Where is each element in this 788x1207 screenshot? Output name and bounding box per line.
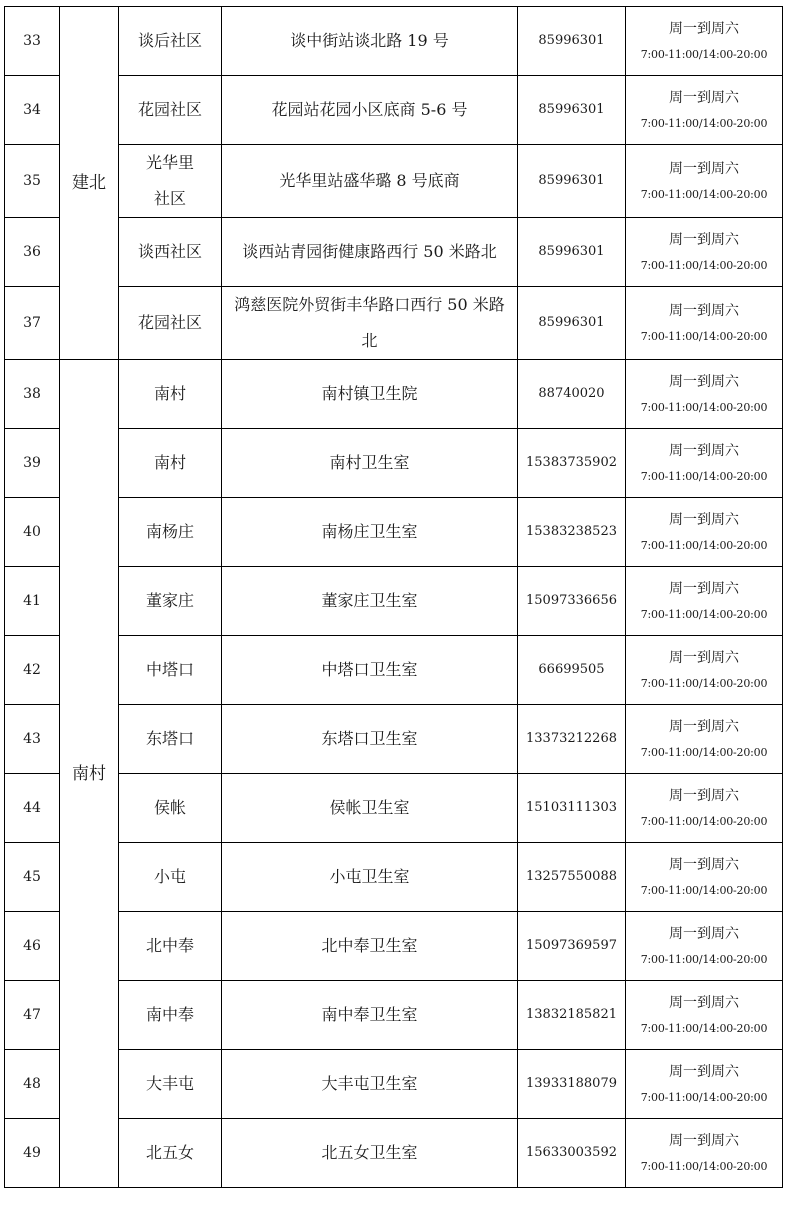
open-days: 周一到周六 [669,512,739,528]
open-days: 周一到周六 [669,90,739,106]
hours-cell [626,360,783,429]
hours-cell [626,76,783,145]
table-row [5,843,783,912]
hours-cell [626,1050,783,1119]
open-hours: 7:00-11:00/14:00-20:00 [640,1160,768,1173]
open-days: 周一到周六 [669,232,739,248]
phone-cell: 15097369597 [518,912,626,981]
open-hours: 7:00-11:00/14:00-20:00 [640,677,768,690]
address-cell: 谈西站青园街健康路西行 50 米路北 [222,218,518,287]
open-days: 周一到周六 [669,21,739,37]
row-number: 47 [5,981,60,1050]
row-number: 36 [5,218,60,287]
open-hours: 7:00-11:00/14:00-20:00 [640,330,768,343]
open-days: 周一到周六 [669,995,739,1011]
table-body [5,7,783,1188]
address-cell: 小屯卫生室 [222,843,518,912]
row-number: 33 [5,7,60,76]
address-cell: 侯帐卫生室 [222,774,518,843]
address-cell: 中塔口卫生室 [222,636,518,705]
hours-cell [626,774,783,843]
row-number: 37 [5,287,60,360]
phone-cell: 85996301 [518,145,626,218]
open-hours: 7:00-11:00/14:00-20:00 [640,539,768,552]
address-cell: 北五女卫生室 [222,1119,518,1188]
table-row [5,1119,783,1188]
phone-cell: 15383735902 [518,429,626,498]
open-hours: 7:00-11:00/14:00-20:00 [640,884,768,897]
open-hours: 7:00-11:00/14:00-20:00 [640,470,768,483]
phone-cell: 85996301 [518,76,626,145]
open-days: 周一到周六 [669,443,739,459]
table-row [5,145,783,218]
testing-sites-table [4,6,783,1188]
phone-cell: 13373212268 [518,705,626,774]
row-number: 34 [5,76,60,145]
community-cell: 南村 [119,429,222,498]
community-cell: 董家庄 [119,567,222,636]
community-cell: 花园社区 [119,287,222,360]
table-row [5,498,783,567]
community-cell: 南中奉 [119,981,222,1050]
open-days: 周一到周六 [669,1064,739,1080]
address-cell: 南中奉卫生室 [222,981,518,1050]
table-row [5,912,783,981]
row-number: 43 [5,705,60,774]
address-cell: 南村卫生室 [222,429,518,498]
open-days: 周一到周六 [669,581,739,597]
community-cell: 大丰屯 [119,1050,222,1119]
community-cell: 小屯 [119,843,222,912]
table-row [5,218,783,287]
community-cell: 南杨庄 [119,498,222,567]
phone-cell: 15383238523 [518,498,626,567]
open-days: 周一到周六 [669,303,739,319]
table-row [5,76,783,145]
address-cell: 南村镇卫生院 [222,360,518,429]
address-cell: 北中奉卫生室 [222,912,518,981]
hours-cell [626,567,783,636]
community-cell: 光华里社区 [119,145,222,218]
row-number: 38 [5,360,60,429]
address-cell: 鸿慈医院外贸街丰华路口西行 50 米路北 [222,287,518,360]
row-number: 49 [5,1119,60,1188]
table-row [5,981,783,1050]
hours-cell [626,429,783,498]
community-cell: 东塔口 [119,705,222,774]
table-row [5,429,783,498]
community-cell: 谈后社区 [119,7,222,76]
open-hours: 7:00-11:00/14:00-20:00 [640,1091,768,1104]
open-days: 周一到周六 [669,857,739,873]
open-hours: 7:00-11:00/14:00-20:00 [640,746,768,759]
district-cell: 南村 [60,360,119,1188]
community-cell: 南村 [119,360,222,429]
address-cell: 谈中街站谈北路 19 号 [222,7,518,76]
open-hours: 7:00-11:00/14:00-20:00 [640,1022,768,1035]
hours-cell [626,1119,783,1188]
open-days: 周一到周六 [669,719,739,735]
open-hours: 7:00-11:00/14:00-20:00 [640,259,768,272]
row-number: 40 [5,498,60,567]
phone-cell: 85996301 [518,7,626,76]
address-cell: 南杨庄卫生室 [222,498,518,567]
open-hours: 7:00-11:00/14:00-20:00 [640,117,768,130]
row-number: 42 [5,636,60,705]
open-hours: 7:00-11:00/14:00-20:00 [640,953,768,966]
open-days: 周一到周六 [669,926,739,942]
address-cell: 光华里站盛华璐 8 号底商 [222,145,518,218]
hours-cell [626,145,783,218]
hours-cell [626,912,783,981]
community-cell: 北中奉 [119,912,222,981]
table-row [5,360,783,429]
community-cell: 花园社区 [119,76,222,145]
table-row [5,287,783,360]
table-row [5,774,783,843]
community-cell: 中塔口 [119,636,222,705]
table-row [5,567,783,636]
hours-cell [626,705,783,774]
phone-cell: 85996301 [518,218,626,287]
hours-cell [626,636,783,705]
row-number: 44 [5,774,60,843]
address-cell: 董家庄卫生室 [222,567,518,636]
address-cell: 花园站花园小区底商 5-6 号 [222,76,518,145]
hours-cell [626,843,783,912]
community-cell: 北五女 [119,1119,222,1188]
hours-cell [626,287,783,360]
phone-cell: 15103111303 [518,774,626,843]
open-hours: 7:00-11:00/14:00-20:00 [640,48,768,61]
community-cell: 侯帐 [119,774,222,843]
open-days: 周一到周六 [669,650,739,666]
open-hours: 7:00-11:00/14:00-20:00 [640,401,768,414]
row-number: 41 [5,567,60,636]
phone-cell: 15097336656 [518,567,626,636]
table-row [5,705,783,774]
table-row [5,1050,783,1119]
row-number: 48 [5,1050,60,1119]
open-hours: 7:00-11:00/14:00-20:00 [640,188,768,201]
row-number: 45 [5,843,60,912]
row-number: 35 [5,145,60,218]
phone-cell: 15633003592 [518,1119,626,1188]
address-cell: 大丰屯卫生室 [222,1050,518,1119]
address-cell: 东塔口卫生室 [222,705,518,774]
phone-cell: 13832185821 [518,981,626,1050]
open-days: 周一到周六 [669,374,739,390]
community-cell: 谈西社区 [119,218,222,287]
open-days: 周一到周六 [669,1133,739,1149]
hours-cell [626,981,783,1050]
table-row [5,7,783,76]
hours-cell [626,218,783,287]
open-days: 周一到周六 [669,788,739,804]
open-hours: 7:00-11:00/14:00-20:00 [640,815,768,828]
phone-cell: 13933188079 [518,1050,626,1119]
table-row [5,636,783,705]
hours-cell [626,7,783,76]
row-number: 39 [5,429,60,498]
open-hours: 7:00-11:00/14:00-20:00 [640,608,768,621]
hours-cell [626,498,783,567]
row-number: 46 [5,912,60,981]
district-cell: 建北 [60,7,119,360]
phone-cell: 13257550088 [518,843,626,912]
phone-cell: 85996301 [518,287,626,360]
phone-cell: 66699505 [518,636,626,705]
phone-cell: 88740020 [518,360,626,429]
open-days: 周一到周六 [669,161,739,177]
